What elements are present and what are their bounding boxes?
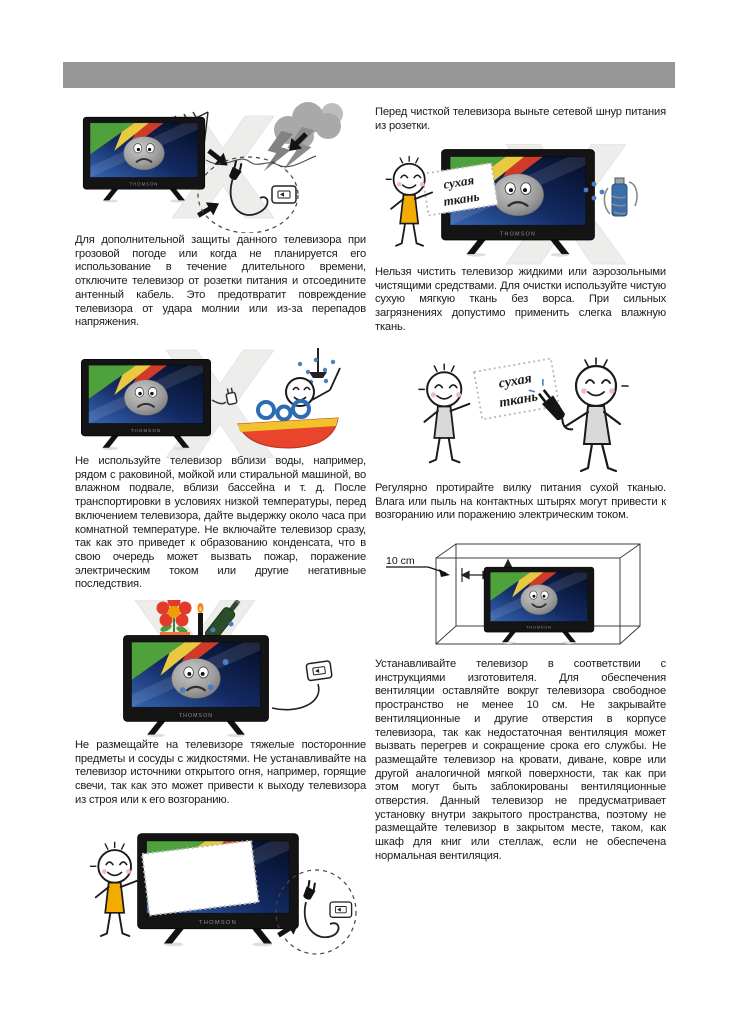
dry-cloth-label: ткань	[442, 188, 481, 209]
illustration-water-warning	[78, 348, 348, 458]
dry-cloth-card	[474, 358, 559, 419]
person-icon	[91, 842, 139, 936]
paragraph-unplug-before-cleaning: Перед чисткой телевизора выньте сетевой шнур питания из розетки.	[375, 106, 666, 132]
clearance-label: 10 cm	[386, 555, 415, 567]
candle-icon	[198, 603, 204, 639]
paragraph-objects-warning: Не размещайте на телевизоре тяжелые посторонние предметы и сосуды с жидкостями. Не устанавливайте на телевизор источники открытого огня, например, горящие свечи, так как это может привести к выходу телевизора из строя или к его возгоранию.	[75, 739, 366, 806]
power-outlet-icon	[306, 661, 332, 681]
power-outlet-icon	[272, 186, 296, 203]
paragraph-cleaning-rules: Нельзя чистить телевизор жидкими или аэрозольными чистящими средствами. Для очистки используйте чистую сухую мягкую ткань без ворса. При сильных загрязнениях допустимо применить слегка влажную ткань.	[375, 266, 666, 333]
paragraph-storm-protection: Для дополнительной защиты данного телевизора при грозовой погоде или когда не планируется его использование в течение длительного времени, отключите телевизор от розетки питания и отсоедините антенный кабель. Это предотвратит повреждение телевизора от удара молнии или из-за перепадов напряжения.	[75, 234, 366, 329]
dry-cloth-label: сухая	[497, 371, 533, 392]
tv-icon	[83, 117, 205, 202]
page-header-bar	[63, 62, 675, 88]
shower-head-icon	[309, 372, 327, 378]
illustration-wipe-plug	[390, 352, 650, 482]
paragraph-water-warning: Не используйте телевизор вблизи воды, например, рядом с раковиной, мойкой или стиральной машиной, во влажном подвале, вблизи бассейна и т. д. После транспортировки в условиях низкой температуры, перед включением телевизора, дайте выдержку около часа при комнатной температуре. Не включайте телевизор сразу, так как это приведет к образованию конденсата, что в свою очередь может вызвать пожар, поражение электрическим током или другие негативные последствия.	[75, 455, 366, 591]
dry-cloth-label: ткань	[498, 389, 539, 411]
illustration-no-spray-cleaning	[378, 144, 658, 266]
label-pointer	[386, 567, 450, 577]
dry-cloth-label: сухая	[442, 172, 476, 192]
power-cord	[272, 684, 319, 710]
power-outlet-icon	[330, 902, 352, 917]
paragraph-wipe-plug: Регулярно протирайте вилку питания сухой тканью. Влага или пыль на контактных штырях могут привести к возгоранию или поражению электрическим током.	[375, 482, 666, 522]
illustration-objects-warning	[80, 600, 340, 738]
illustration-ventilation-clearance	[378, 540, 658, 656]
person-icon	[419, 364, 469, 462]
power-plug-icon	[302, 880, 319, 901]
tv-icon	[123, 635, 268, 737]
person-icon	[566, 358, 628, 471]
illustration-lightning-protection	[80, 98, 350, 233]
paragraph-ventilation: Устанавливайте телевизор в соответствии с инструкциями изготовителя. Для обеспечения вентиляции оставляйте вокруг телевизора свободное пространство не менее 10 см. Не закрывайте вентиляционные и другие отверстия в корпусе телевизора, так как недостаточная вентиляция может вызвать перегрев и сокращение срока его службы. Не размещайте телевизор на кровати, диване, ковре или другой аналогичной мягкой поверхности, так как при этом могут быть заблокированы вентиляционные отверстия. Данный телевизор не предусматривает установку внутри закрытого пространства, поэтому не размещайте телевизор в закрытом месте, таком, как шкаф для книг или стеллаж, если не обеспечена нормальная вентиляция.	[375, 658, 666, 862]
lightning-icon	[262, 129, 295, 177]
boat-icon	[238, 401, 338, 448]
person-icon	[386, 156, 432, 245]
illustration-cloth-and-unplug	[78, 828, 358, 960]
tv-icon	[484, 567, 594, 644]
